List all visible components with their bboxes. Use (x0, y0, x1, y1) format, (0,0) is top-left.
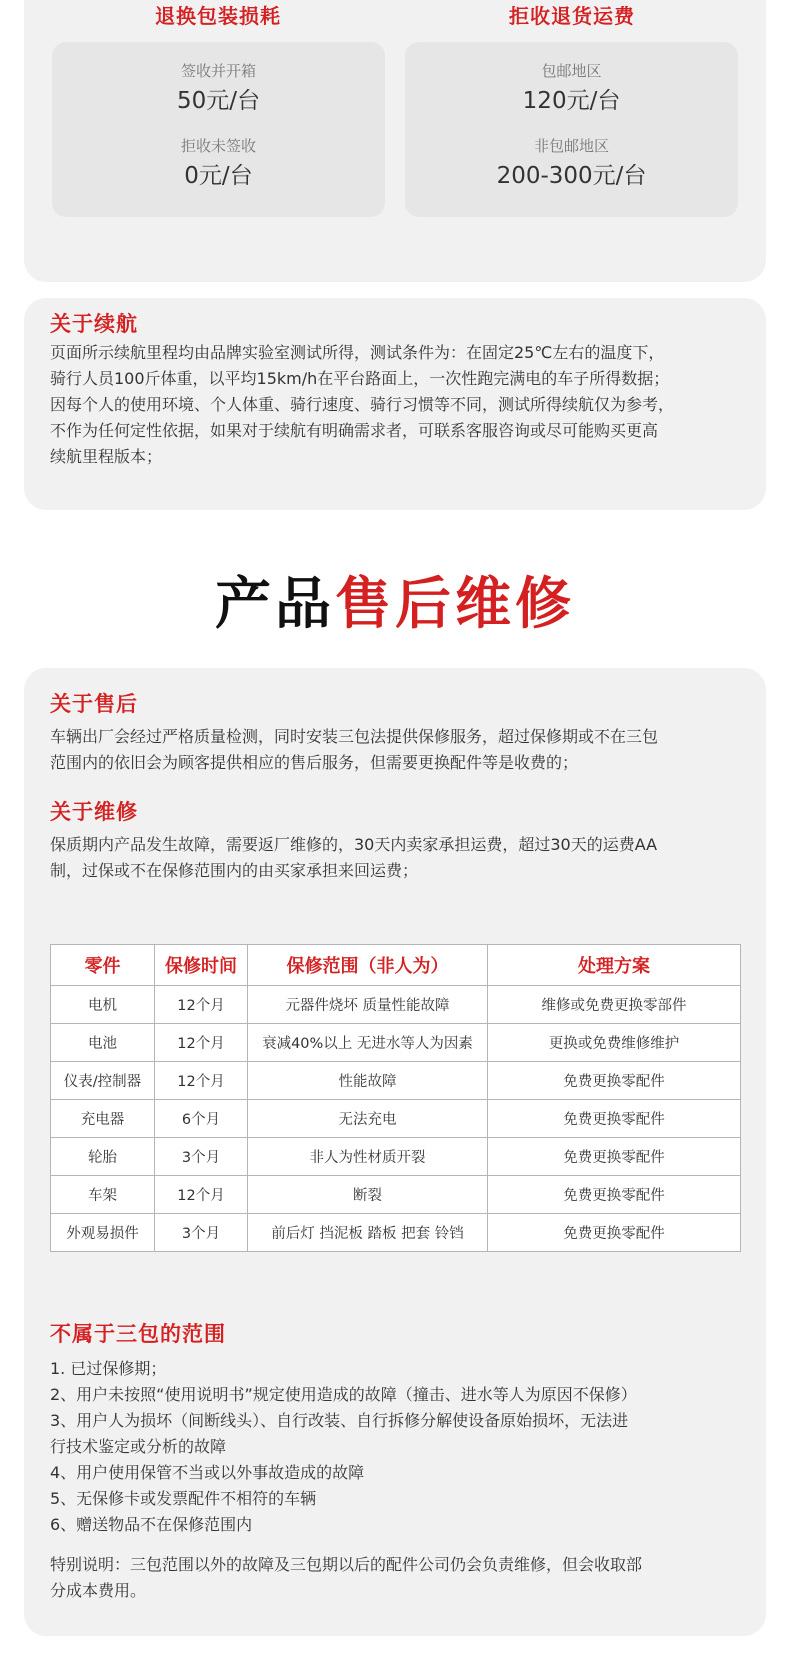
text-line: 因每个人的使用环境、个人体重、骑行速度、骑行习惯等不同，测试所得续航仅为参考， (50, 395, 675, 414)
table-cell: 电机 (51, 986, 155, 1024)
column-header: 零件 (51, 945, 155, 986)
table-row (51, 1100, 741, 1138)
table-cell: 性能故障 (248, 1062, 488, 1100)
range-heading: 关于续航 (50, 312, 138, 336)
rejection-shipping-box (405, 42, 738, 217)
table-cell: 3个月 (155, 1214, 248, 1252)
table-cell: 轮胎 (51, 1138, 155, 1176)
table-row (51, 1214, 741, 1252)
text-line: 骑行人员100斤体重，以平均15km/h在平台路面上，一次性跑完满电的车子所得数据； (50, 369, 670, 388)
table-cell: 6个月 (155, 1100, 248, 1138)
text-line: 分成本费用。 (50, 1581, 147, 1600)
after-sales-paragraph (50, 724, 750, 776)
packaging-loss-title: 退换包装损耗 (155, 4, 281, 28)
table-row (51, 1138, 741, 1176)
fee-value: 200-300元/台 (496, 163, 647, 189)
table-cell: 衰减40%以上 无进水等人为因素 (248, 1024, 488, 1062)
text-line: 车辆出厂会经过严格质量检测，同时安装三包法提供保修服务，超过保修期或不在三包 (50, 727, 659, 746)
packaging-loss-box (52, 42, 385, 217)
text-line: 续航里程版本； (50, 447, 163, 466)
range-paragraph (50, 340, 750, 470)
column-header: 保修时间 (155, 945, 248, 986)
table-cell: 断裂 (248, 1176, 488, 1214)
list-item: 5、无保修卡或发票配件不相符的车辆 (50, 1489, 317, 1508)
table-cell: 更换或免费维修维护 (488, 1024, 741, 1062)
fee-value: 120元/台 (522, 88, 621, 114)
table-cell: 12个月 (155, 1024, 248, 1062)
title-black-part: 产品 (215, 572, 335, 637)
table-cell: 车架 (51, 1176, 155, 1214)
list-item: 4、用户使用保管不当或以外事故造成的故障 (50, 1463, 365, 1482)
repair-heading: 关于维修 (50, 800, 138, 824)
column-header: 处理方案 (488, 945, 741, 986)
table-cell: 免费更换零配件 (488, 1138, 741, 1176)
column-header: 保修范围（非人为） (248, 945, 488, 986)
text-line: 特别说明：三包范围以外的故障及三包期以后的配件公司仍会负责维修，但会收取部 (50, 1555, 643, 1574)
table-cell: 3个月 (155, 1138, 248, 1176)
text-line: 制，过保或不在保修范围内的由买家承担来回运费； (50, 861, 419, 880)
table-cell: 外观易损件 (51, 1214, 155, 1252)
exclusions-list (50, 1356, 750, 1538)
return-fee-card (24, 0, 766, 282)
table-cell: 免费更换零配件 (488, 1062, 741, 1100)
table-cell: 充电器 (51, 1100, 155, 1138)
table-cell: 免费更换零配件 (488, 1176, 741, 1214)
table-cell: 免费更换零配件 (488, 1100, 741, 1138)
fee-label: 包邮地区 (541, 62, 602, 80)
table-cell: 维修或免费更换零部件 (488, 986, 741, 1024)
list-item: 3、用户人为损坏（间断线头）、自行改装、自行拆修分解使设备原始损坏，无法进 (50, 1411, 629, 1430)
exclusions-heading: 不属于三包的范围 (50, 1322, 226, 1346)
table-cell: 无法充电 (248, 1100, 488, 1138)
after-sales-heading: 关于售后 (50, 692, 138, 716)
table-cell: 12个月 (155, 1176, 248, 1214)
text-line: 不作为任何定性依据，如果对于续航有明确需求者，可联系客服咨询或尽可能购买更高 (50, 421, 659, 440)
table-row (51, 1024, 741, 1062)
table-cell: 元器件烧坏 质量性能故障 (248, 986, 488, 1024)
table-cell: 电池 (51, 1024, 155, 1062)
title-red-part: 售后维修 (335, 572, 575, 637)
page-title (0, 570, 790, 640)
list-item: 6、赠送物品不在保修范围内 (50, 1515, 253, 1534)
table-cell: 12个月 (155, 1062, 248, 1100)
fee-label: 签收并开箱 (180, 62, 256, 80)
text-line: 页面所示续航里程均由品牌实验室测试所得，测试条件为：在固定25℃左右的温度下， (50, 343, 665, 362)
fee-label: 非包邮地区 (533, 137, 609, 155)
table-cell: 非人为性材质开裂 (248, 1138, 488, 1176)
text-line: 保质期内产品发生故障，需要返厂维修的，30天内卖家承担运费，超过30天的运费AA (50, 835, 658, 854)
table-row (51, 1176, 741, 1214)
table-cell: 仪表/控制器 (51, 1062, 155, 1100)
special-note (50, 1552, 750, 1604)
fee-value: 0元/台 (184, 163, 253, 189)
after-sales-card (24, 668, 766, 1636)
rejection-shipping-title: 拒收退货运费 (509, 4, 635, 28)
repair-paragraph (50, 832, 750, 884)
list-item: 1. 已过保修期； (50, 1359, 167, 1378)
warranty-table (50, 944, 741, 1252)
table-cell: 免费更换零配件 (488, 1214, 741, 1252)
table-header-row (51, 945, 741, 986)
table-row (51, 986, 741, 1024)
list-item: 2、用户未按照“使用说明书”规定使用造成的故障（撞击、进水等人为原因不保修） (50, 1385, 637, 1404)
table-row (51, 1062, 741, 1100)
fee-value: 50元/台 (176, 88, 260, 114)
range-card (24, 298, 766, 510)
table-cell: 12个月 (155, 986, 248, 1024)
text-line: 范围内的依旧会为顾客提供相应的售后服务，但需要更换配件等是收费的； (50, 753, 579, 772)
table-cell: 前后灯 挡泥板 踏板 把套 铃铛 (248, 1214, 488, 1252)
list-item: 行技术鉴定或分析的故障 (50, 1437, 227, 1456)
fee-label: 拒收未签收 (180, 137, 256, 155)
